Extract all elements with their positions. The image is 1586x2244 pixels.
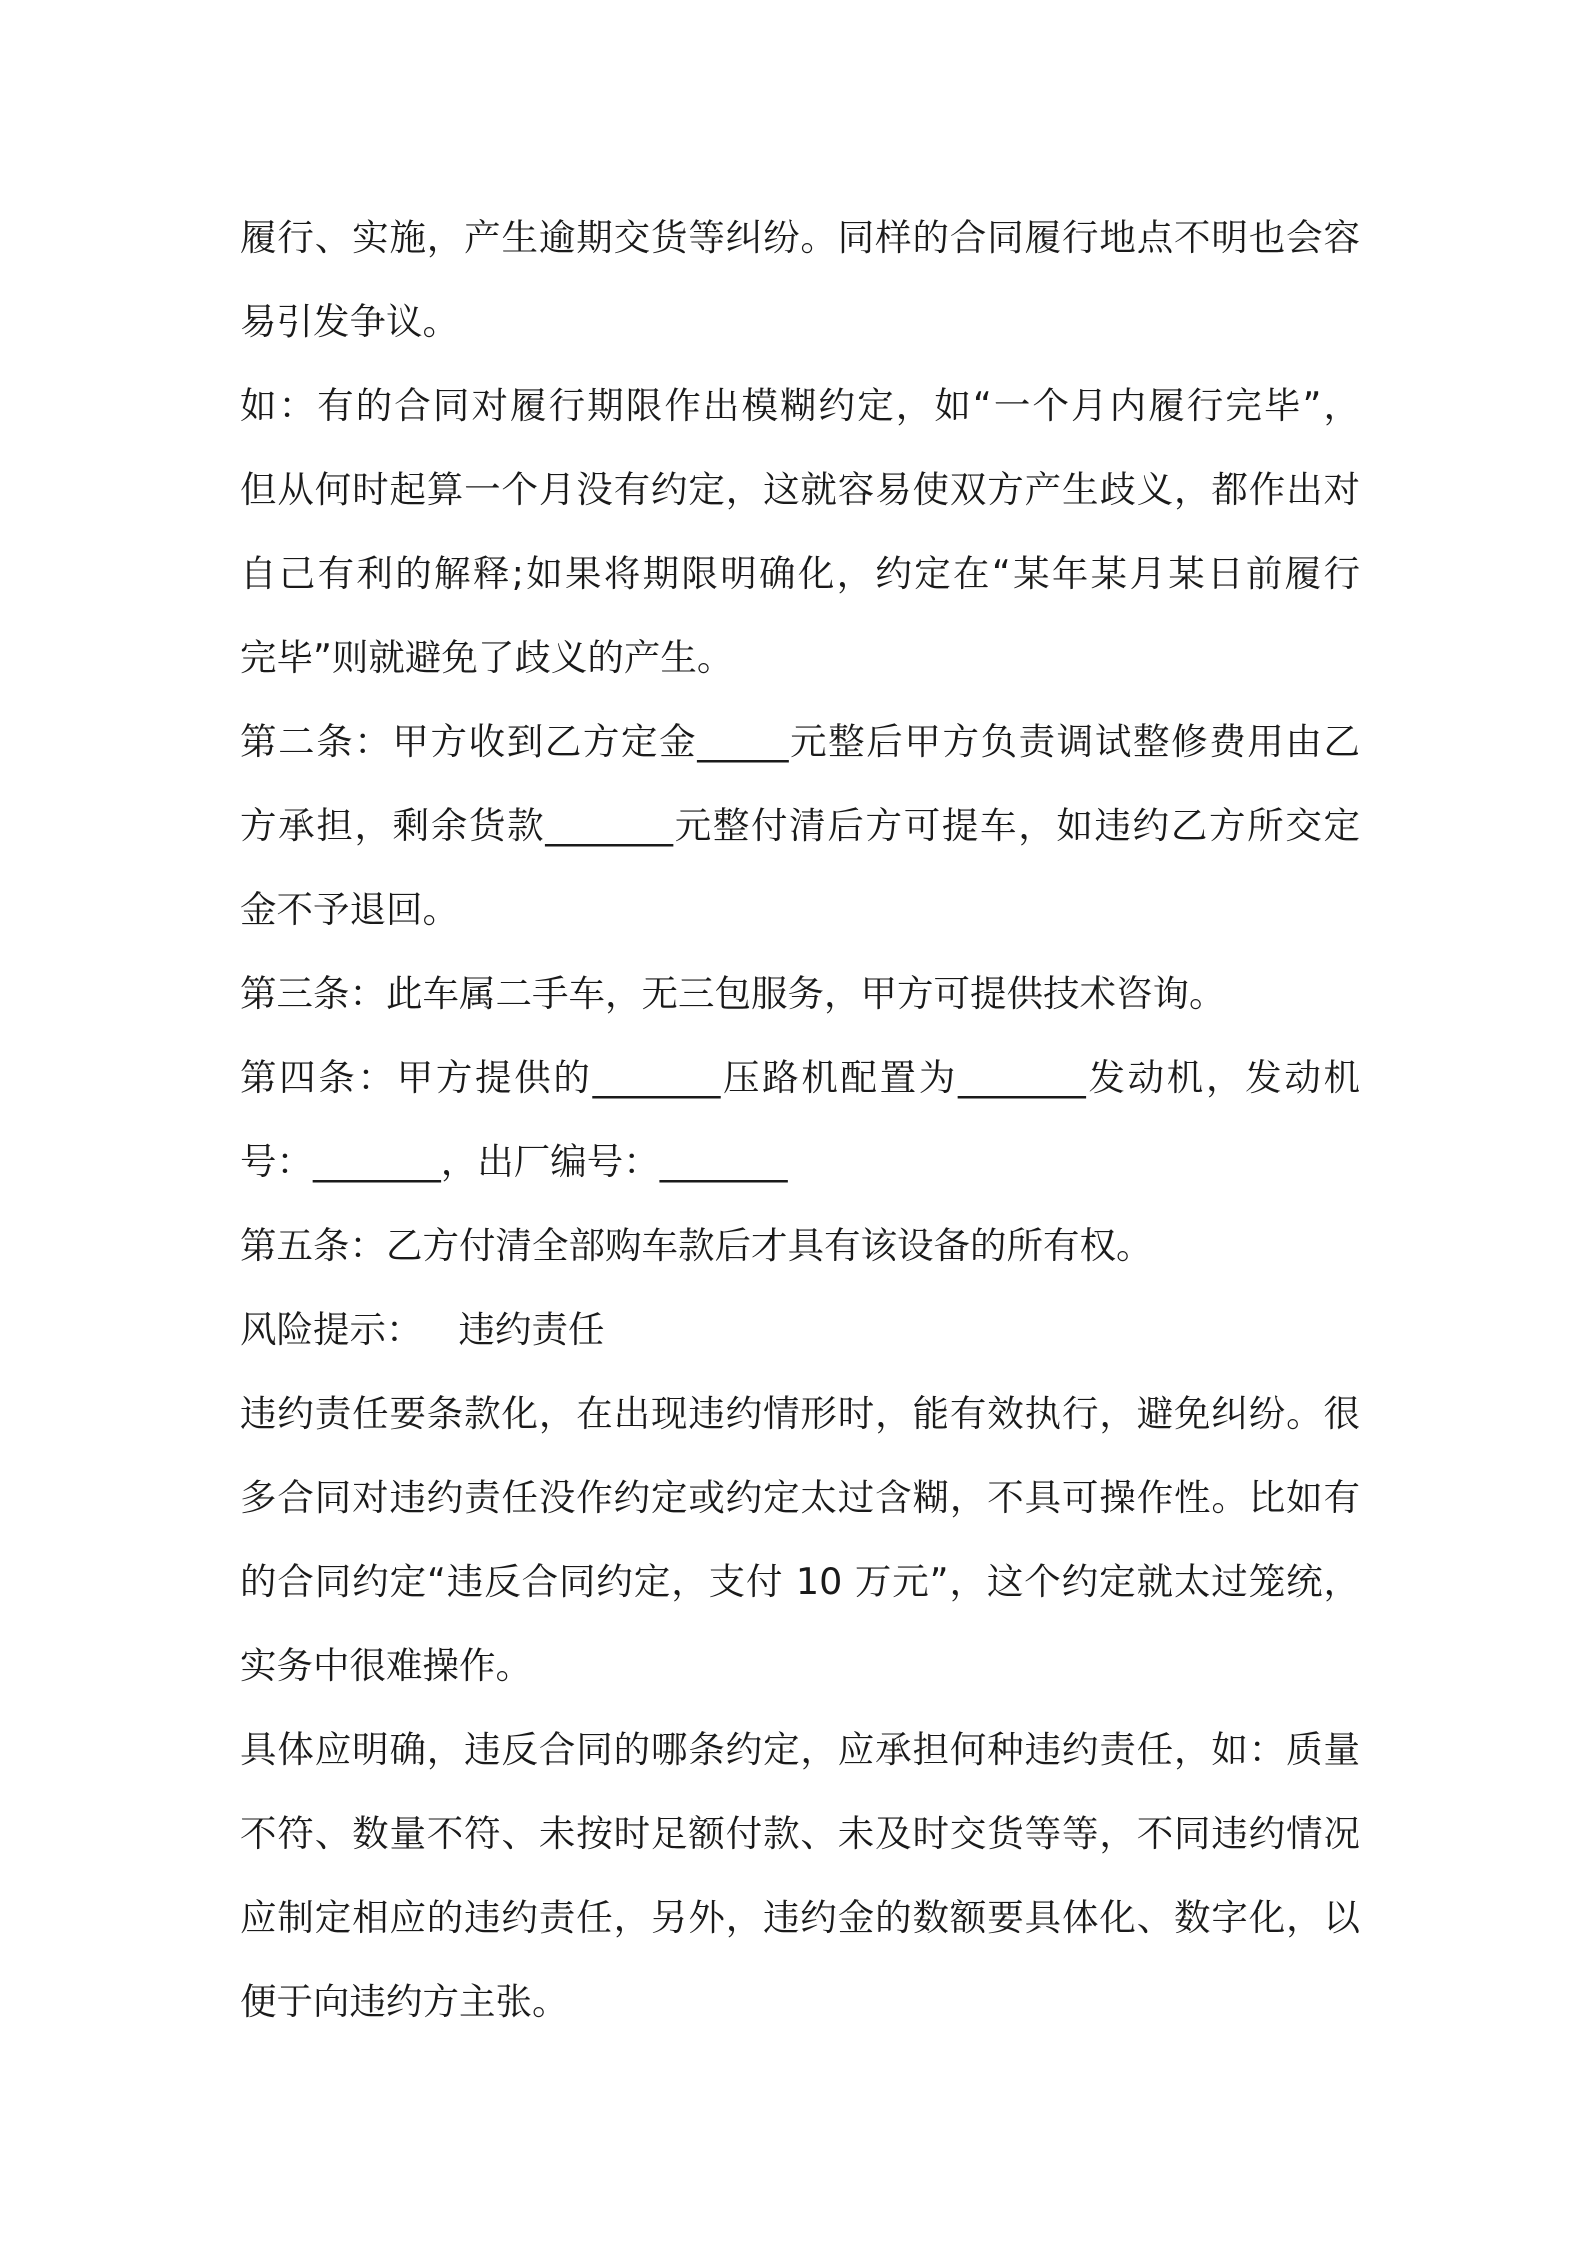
article-2-line: 方承担，剩余货款_______元整付清后方可提车，如违约乙方所交定 [240,804,1360,847]
text-line: 多合同对违约责任没作约定或约定太过含糊，不具可操作性。比如有 [240,1476,1360,1519]
text-line: 实务中很难操作。 [240,1644,532,1687]
article-3-line: 第三条：此车属二手车，无三包服务，甲方可提供技术咨询。 [240,972,1226,1015]
article-2-line: 第二条：甲方收到乙方定金_____元整后甲方负责调试整修费用由乙 [240,720,1360,763]
document-page [240,196,1360,2044]
text-line: 但从何时起算一个月没有约定，这就容易使双方产生歧义，都作出对 [240,468,1360,511]
risk-tip-topic: 违约责任 [458,1308,605,1351]
article-4-line: 号：_______，出厂编号：_______ [240,1140,788,1183]
article-5-line: 第五条：乙方付清全部购车款后才具有该设备的所有权。 [240,1224,1153,1267]
text-line: 的合同约定“违反合同约定，支付 10 万元”，这个约定就太过笼统， [240,1560,1360,1603]
article-4-line: 第四条：甲方提供的_______压路机配置为_______发动机，发动机 [240,1056,1360,1099]
text-line: 具体应明确，违反合同的哪条约定，应承担何种违约责任，如：质量 [240,1728,1360,1771]
text-line: 便于向违约方主张。 [240,1980,569,2023]
risk-tip-heading [240,1288,1360,1372]
text-line: 自己有利的解释;如果将期限明确化，约定在“某年某月某日前履行 [240,552,1360,595]
text-line: 易引发争议。 [240,300,459,343]
text-line: 不符、数量不符、未按时足额付款、未及时交货等等，不同违约情况 [240,1812,1360,1855]
risk-tip-label: 风险提示： [240,1308,423,1351]
text-line: 履行、实施，产生逾期交货等纠纷。同样的合同履行地点不明也会容 [240,216,1360,259]
text-line: 违约责任要条款化，在出现违约情形时，能有效执行，避免纠纷。很 [240,1392,1360,1435]
article-2-line: 金不予退回。 [240,888,459,931]
text-line: 完毕”则就避免了歧义的产生。 [240,636,734,679]
text-line: 应制定相应的违约责任，另外，违约金的数额要具体化、数字化，以 [240,1896,1360,1939]
text-line: 如：有的合同对履行期限作出模糊约定，如“一个月内履行完毕”， [240,384,1360,427]
